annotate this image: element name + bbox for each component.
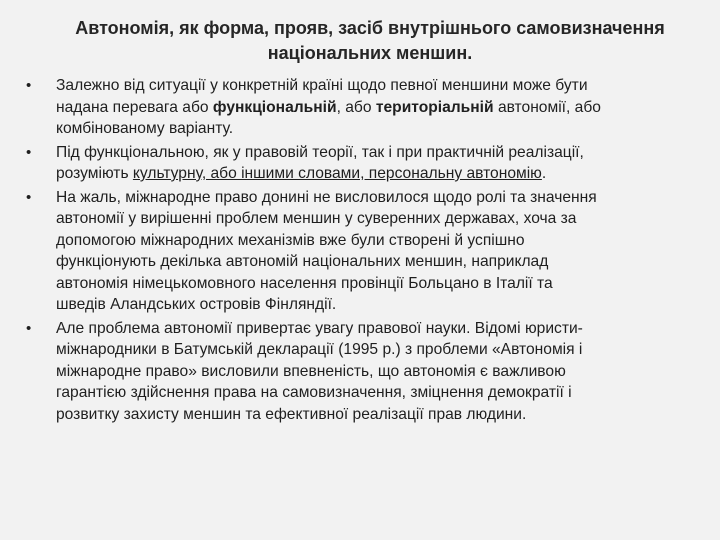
bullet-line bbox=[56, 361, 696, 383]
text-run: розуміють bbox=[56, 165, 133, 182]
bullet-line bbox=[56, 230, 696, 252]
bullet-line bbox=[56, 382, 696, 404]
bullet-item bbox=[26, 75, 696, 140]
bullet-line bbox=[56, 339, 696, 361]
text-run: надана перевага або bbox=[56, 98, 213, 116]
bullet-line bbox=[56, 318, 696, 340]
bullet-line bbox=[56, 251, 696, 273]
bullet-line bbox=[56, 404, 696, 426]
text-run: шведів Аландських островів Фінляндії. bbox=[56, 296, 337, 313]
emphasis-territorial: територіальній bbox=[375, 98, 494, 116]
bullet-line bbox=[56, 273, 696, 295]
text-run: автономії у вирішенні проблем меншин у суверенних державах, хоча за bbox=[56, 210, 577, 227]
text-run: функціонують декілька автономій національних меншин, наприклад bbox=[56, 253, 549, 270]
text-run: автономії, або bbox=[493, 98, 601, 116]
bullet-line bbox=[56, 163, 696, 185]
bullet-line bbox=[56, 294, 696, 316]
text-run: Під функціональною, як у правовій теорії, так і при практичній реалізації, bbox=[56, 143, 584, 161]
bullet-item bbox=[26, 142, 696, 185]
text-run: міжнародники в Батумській декларації (1995 р.) з проблеми «Автономія і bbox=[56, 341, 583, 358]
text-run: міжнародне право» висловили впевненість, що автономія є важливою bbox=[56, 362, 566, 380]
bullet-line bbox=[56, 75, 696, 97]
text-run: автономія німецькомовного населення провінції Больцано в Італії та bbox=[56, 274, 553, 292]
text-run: гарантією здійснення права на самовизначення, зміцнення демократії і bbox=[56, 384, 572, 401]
bullet-line bbox=[56, 187, 696, 209]
text-run: Але проблема автономії привертає увагу правової науки. Відомі юристи- bbox=[56, 319, 583, 337]
bullet-line bbox=[56, 118, 696, 140]
text-run: , або bbox=[336, 98, 376, 116]
text-run: Залежно від ситуації у конкретній країні щодо певної меншини може бути bbox=[56, 77, 588, 94]
text-run: розвитку захисту меншин та ефективної реалізації прав людини. bbox=[56, 405, 527, 423]
text-run: . bbox=[541, 165, 547, 182]
title-line-2: національних меншин. bbox=[267, 43, 473, 63]
underlined-text: культурну, або іншими словами, персональну автономію bbox=[132, 165, 542, 182]
bullet-marker: • bbox=[26, 77, 32, 94]
bullet-line bbox=[56, 97, 696, 119]
text-run: На жаль, міжнародне право донині не висловилося щодо ролі та значення bbox=[56, 188, 597, 206]
bullet-item bbox=[26, 187, 696, 316]
emphasis-functional: функціональній bbox=[212, 98, 337, 116]
slide-title bbox=[40, 16, 700, 66]
bullet-line bbox=[56, 208, 696, 230]
bullet-marker: • bbox=[26, 319, 32, 337]
bullet-marker: • bbox=[26, 188, 32, 206]
text-run: допомогою міжнародних механізмів вже були створені й успішно bbox=[56, 231, 525, 249]
text-run: комбінованому варіанту. bbox=[56, 120, 234, 137]
title-line-1: Автономія, як форма, прояв, засіб внутрішнього самовизначення bbox=[75, 18, 665, 38]
bullet-line bbox=[56, 142, 696, 164]
bullet-marker: • bbox=[26, 143, 32, 161]
bullet-list bbox=[26, 75, 696, 427]
bullet-item bbox=[26, 318, 696, 426]
